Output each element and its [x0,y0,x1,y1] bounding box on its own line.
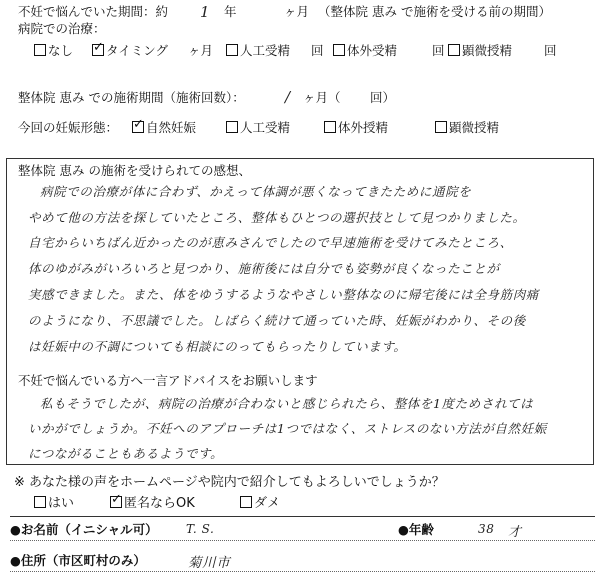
checkbox-preg-icsi[interactable] [435,121,447,133]
checkbox-timing[interactable] [92,44,104,56]
icsi-count-unit: 回 [544,43,557,58]
infertility-period-label: 不妊で悩んでいた期間：約 [18,4,169,19]
advice-line-1: 私もそうでしたが、病院の治療が合わないと感じられたら、整体を1度ためされては [40,396,534,411]
infertility-month-unit: ヶ月 [284,4,310,19]
advice-heading: 不妊で悩んでいる方へ一言アドバイスをお願いします [18,373,318,388]
age-label: ●年齢 [398,522,434,537]
checkbox-ivf[interactable] [333,44,345,56]
checkbox-preg-iui[interactable] [226,121,238,133]
publish-option-anonymous[interactable]: ✓ 匿名ならOK [110,496,195,511]
impressions-line-2: やめて他の方法を探していたところ、整体もひとつの選択技として見つかりました。 [28,210,526,225]
treatment-option-icsi[interactable]: 顕微授精 [448,43,512,58]
publish-option-no[interactable]: ダメ [240,496,280,511]
clinic-period-value: / [285,88,291,106]
name-label: ●お名前（イニシャル可） [10,522,158,537]
iui-count-unit: 回 [311,43,324,58]
impressions-line-3: 自宅からいちばん近かったのが恵みさんでしたので早速施術を受けてみたところ、 [28,235,513,250]
address-label: ●住所（市区町村のみ） [10,553,146,568]
checkbox-publish-anonymous[interactable] [110,496,122,508]
infertility-years-value: 1 [200,3,211,21]
impressions-line-4: 体のゆがみがいろいろと見つかり、施術後には自分でも姿勢が良くなったことが [28,261,500,276]
checkbox-iui[interactable] [226,44,238,56]
checkbox-publish-no[interactable] [240,496,252,508]
infertility-period-row [18,4,168,19]
pregnancy-option-ivf[interactable]: 体外授精 [324,120,388,135]
advice-line-2: いかがでしょうか。不妊へのアプローチは1つではなく、ストレスのない方法が自然妊娠 [28,421,547,436]
infertility-year-unit: 年 [224,4,237,19]
pregnancy-option-icsi[interactable]: 顕微授精 [435,120,499,135]
pregnancy-type-label: 今回の妊娠形態： [18,120,119,135]
treatment-option-none[interactable]: なし [34,43,73,58]
age-value[interactable]: 38 [478,522,495,536]
checkbox-natural[interactable] [132,121,144,133]
pregnancy-option-natural[interactable]: ✓ 自然妊娠 [132,120,196,135]
impressions-line-7: は妊娠中の不調についても相談にのってもらったりしています。 [28,339,407,354]
clinic-period-month-unit: ヶ月（ [303,90,341,105]
checkbox-none[interactable] [34,44,46,56]
impressions-line-6: のようになり、不思議でした。しばらく続けて通っていた時、妊娠がわかり、その後 [28,313,526,328]
clinic-period-label: 整体院 恵み での施術期間（施術回数）： [18,90,245,105]
treatment-option-timing[interactable]: ✓ タイミング [92,43,168,58]
name-value[interactable]: T. S. [186,522,215,536]
publish-option-yes[interactable]: はい [34,496,74,511]
checkbox-publish-yes[interactable] [34,496,46,508]
impressions-line-5: 実感できました。また、体をゆうするようなやさしい整体なのに帰宅後には全身筋肉痛 [28,287,539,302]
publish-question-label: ※ あなた様の声をホームページや院内で紹介してもよろしいでしょうか？ [14,475,445,490]
impressions-line-1: 病院での治療が体に合わず、かえって体調が悪くなってきたために通院を [40,184,472,199]
infertility-period-note: （整体院 恵み で施術を受ける前の期間） [318,4,551,19]
clinic-period-count-unit: 回） [370,90,396,105]
advice-line-3: につながることもあるようです。 [28,446,224,461]
address-value[interactable]: 菊川市 [188,555,231,571]
pregnancy-option-iui[interactable]: 人工受精 [226,120,290,135]
treatment-option-ivf[interactable]: 体外受精 [333,43,397,58]
impressions-heading: 整体院 恵み の施術を受けられての感想、 [18,163,251,178]
divider-address [10,571,595,572]
age-unit: 才 [508,525,522,540]
treatment-option-iui[interactable]: 人工受精 [226,43,290,58]
checkbox-icsi[interactable] [448,44,460,56]
checkbox-preg-ivf[interactable] [324,121,336,133]
ivf-count-unit: 回 [432,43,445,58]
timing-months-unit: ヶ月 [188,43,214,58]
hospital-treatment-label: 病院での治療： [18,21,106,36]
divider-name [10,540,595,541]
divider-top [10,516,595,517]
